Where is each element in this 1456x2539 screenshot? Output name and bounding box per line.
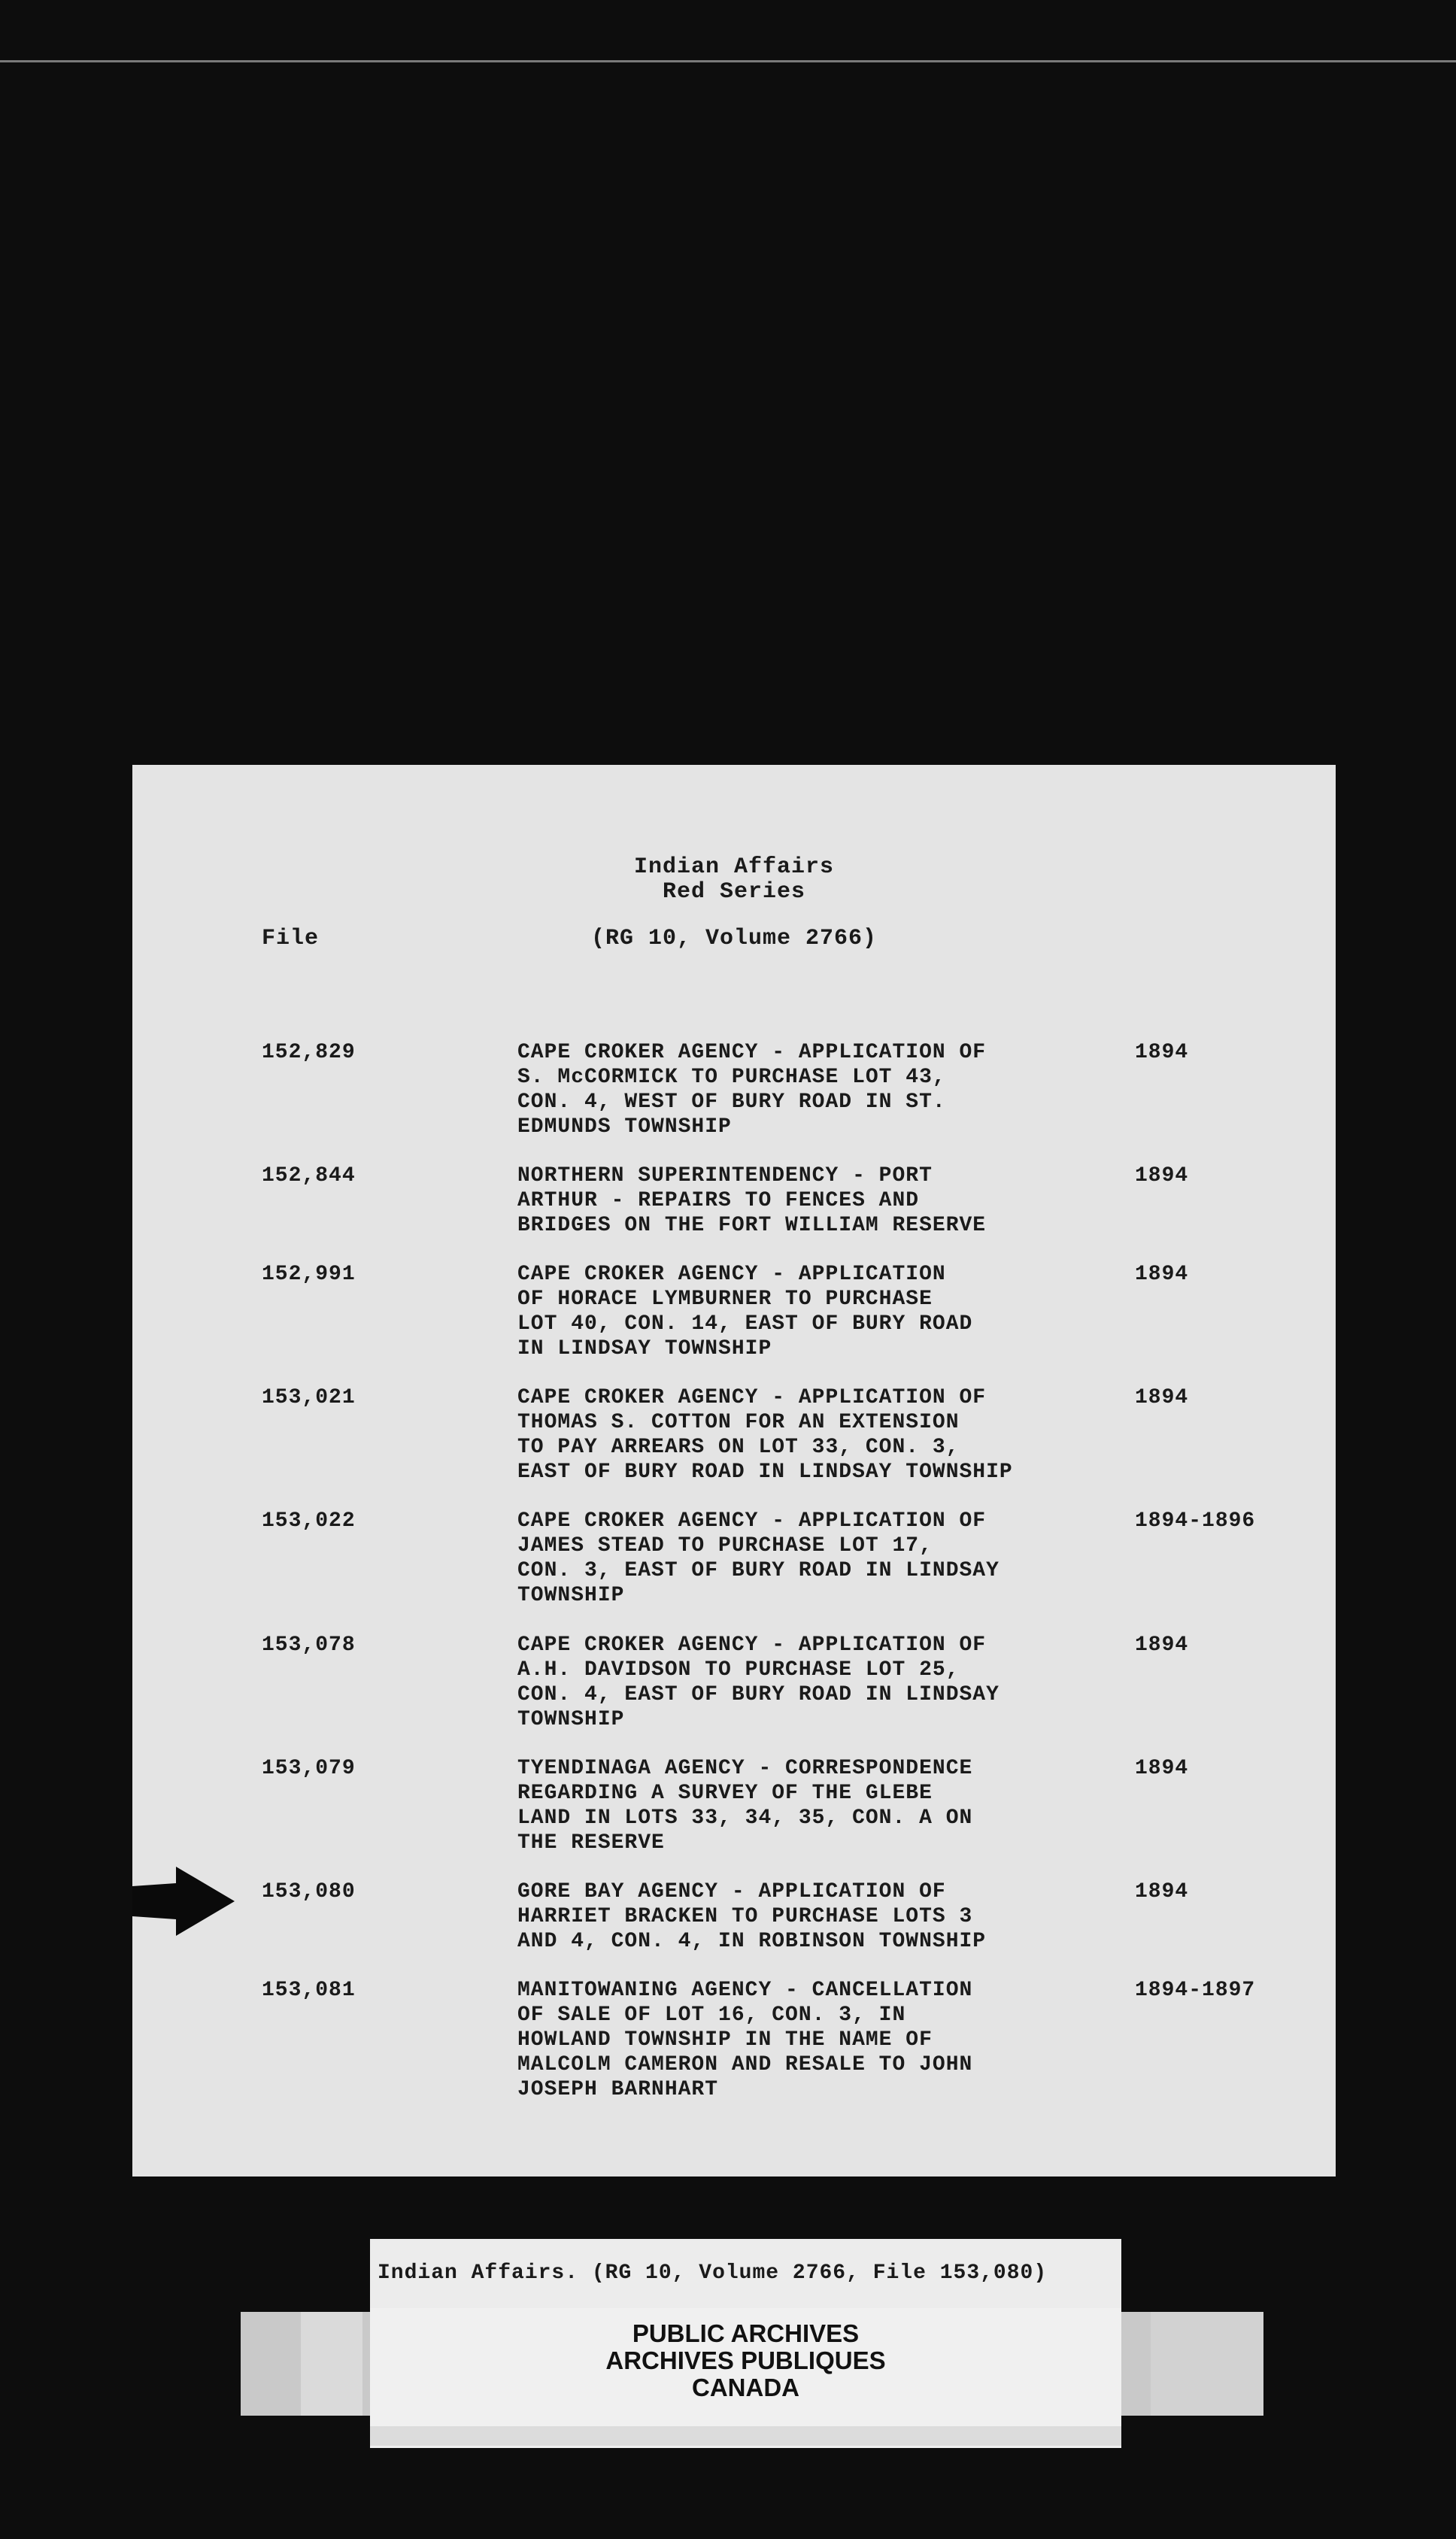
stamp-backing-left [301, 2312, 362, 2416]
file-description: CAPE CROKER AGENCY - APPLICATION OF S. McCORMICK TO PURCHASE LOT 43, CON. 4, WEST OF BURY ROAD IN ST. EDMUNDS TOWNSHIP [517, 1041, 987, 1139]
file-number: 153,022 [262, 1509, 356, 1533]
file-description: CAPE CROKER AGENCY - APPLICATION OF THOMAS S. COTTON FOR AN EXTENSION TO PAY ARREARS ON LOT 33, CON. 3, EAST OF BURY ROAD IN LINDSAY TOWNSHIP [517, 1386, 1013, 1484]
stamp-line-3: CANADA [692, 2374, 799, 2401]
file-date: 1894-1896 [1135, 1509, 1256, 1533]
file-number: 153,021 [262, 1386, 356, 1409]
stamp-backing-right [1151, 2312, 1263, 2416]
volume-reference: (RG 10, Volume 2766) [590, 926, 878, 951]
stamp-bottom-strip [370, 2426, 1121, 2446]
file-date: 1894 [1135, 1041, 1189, 1064]
file-description: CAPE CROKER AGENCY - APPLICATION OF A.H. DAVIDSON TO PURCHASE LOT 25, CON. 4, EAST OF BURY ROAD IN LINDSAY TOWNSHIP [517, 1634, 999, 1731]
file-description: MANITOWANING AGENCY - CANCELLATION OF SALE OF LOT 16, CON. 3, IN HOWLAND TOWNSHIP IN THE NAME OF MALCOLM CAMERON AND RESALE TO JOHN JOSEPH BARNHART [517, 1979, 973, 2101]
file-description: GORE BAY AGENCY - APPLICATION OF HARRIET BRACKEN TO PURCHASE LOTS 3 AND 4, CON. 4, IN ROBINSON TOWNSHIP [517, 1880, 987, 1953]
file-description: NORTHERN SUPERINTENDENCY - PORT ARTHUR - REPAIRS TO FENCES AND BRIDGES ON THE FORT WILLIAM RESERVE [517, 1164, 987, 1237]
file-number: 153,078 [262, 1634, 356, 1657]
stamp-line-2: ARCHIVES PUBLIQUES [605, 2346, 886, 2374]
file-description: CAPE CROKER AGENCY - APPLICATION OF HORACE LYMBURNER TO PURCHASE LOT 40, CON. 14, EAST OF BURY ROAD IN LINDSAY TOWNSHIP [517, 1263, 973, 1361]
file-number: 153,079 [262, 1757, 356, 1780]
document-page [132, 765, 1336, 2177]
file-date: 1894 [1135, 1263, 1189, 1286]
file-number: 152,991 [262, 1263, 356, 1286]
file-date: 1894 [1135, 1386, 1189, 1409]
header-series: Red Series [662, 879, 806, 905]
file-number: 152,844 [262, 1164, 356, 1188]
file-number: 152,829 [262, 1041, 356, 1064]
file-number: 153,081 [262, 1979, 356, 2002]
file-column-label: File [262, 926, 320, 951]
file-date: 1894 [1135, 1757, 1189, 1780]
pointer-arrow-icon [132, 1867, 235, 1936]
file-description: TYENDINAGA AGENCY - CORRESPONDENCE REGARDING A SURVEY OF THE GLEBE LAND IN LOTS 33, 34, 35, CON. A ON THE RESERVE [517, 1757, 973, 1855]
file-reference-label: Indian Affairs. (RG 10, Volume 2766, File 153,080) [370, 2239, 1121, 2308]
file-date: 1894 [1135, 1634, 1189, 1657]
stamp-line-1: PUBLIC ARCHIVES [632, 2319, 860, 2347]
file-date: 1894 [1135, 1164, 1189, 1188]
film-edge-line [0, 60, 1456, 62]
file-number: 153,080 [262, 1880, 356, 1903]
file-description: CAPE CROKER AGENCY - APPLICATION OF JAMES STEAD TO PURCHASE LOT 17, CON. 3, EAST OF BURY ROAD IN LINDSAY TOWNSHIP [517, 1509, 999, 1607]
file-date: 1894 [1135, 1880, 1189, 1903]
file-date: 1894-1897 [1135, 1979, 1256, 2002]
header-title: Indian Affairs [633, 854, 835, 880]
